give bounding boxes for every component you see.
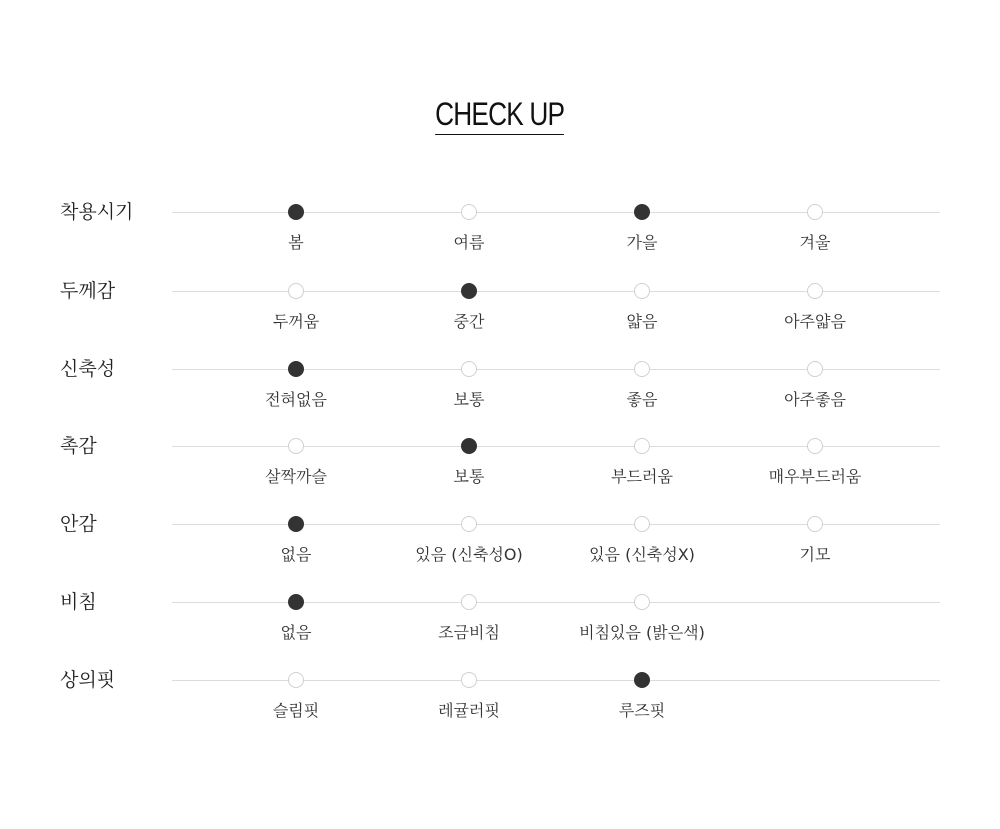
row-label: 착용시기 [60, 201, 134, 223]
selected-dot-icon [288, 361, 304, 377]
row-label: 안감 [60, 513, 97, 535]
option-label: 매우부드러움 [768, 467, 862, 486]
checkup-row [0, 280, 1000, 351]
row-label: 촉감 [60, 435, 97, 457]
option-label: 조금비침 [438, 623, 500, 642]
unselected-dot-icon [288, 672, 304, 688]
selected-dot-icon [634, 204, 650, 220]
option-label: 있음 (신축성O) [415, 545, 523, 564]
unselected-dot-icon [461, 594, 477, 610]
unselected-dot-icon [807, 283, 823, 299]
checkup-row [0, 669, 1000, 740]
unselected-dot-icon [634, 594, 650, 610]
option-label: 겨울 [799, 233, 831, 252]
checkup-row [0, 513, 1000, 584]
unselected-dot-icon [288, 283, 304, 299]
option-label: 아주좋음 [784, 390, 846, 409]
selected-dot-icon [288, 594, 304, 610]
option-label: 전혀없음 [265, 390, 327, 409]
checkup-row [0, 201, 1000, 272]
unselected-dot-icon [634, 283, 650, 299]
option-label: 보통 [453, 390, 485, 409]
option-label: 아주얇음 [784, 312, 846, 331]
option-label: 가을 [626, 233, 658, 252]
unselected-dot-icon [807, 204, 823, 220]
row-label: 비침 [60, 591, 97, 613]
option-label: 중간 [453, 312, 485, 331]
option-label: 없음 [280, 623, 312, 642]
option-label: 두꺼움 [272, 312, 320, 331]
row-label: 두께감 [60, 280, 116, 302]
selected-dot-icon [461, 438, 477, 454]
unselected-dot-icon [461, 204, 477, 220]
option-label: 없음 [280, 545, 312, 564]
option-label: 살짝까슬 [265, 467, 327, 486]
page-title: CHECK UP [435, 96, 564, 135]
unselected-dot-icon [634, 361, 650, 377]
option-label: 레귤러핏 [438, 701, 500, 720]
unselected-dot-icon [807, 516, 823, 532]
option-label: 있음 (신축성X) [589, 545, 695, 564]
option-label: 봄 [288, 233, 304, 252]
option-label: 보통 [453, 467, 485, 486]
unselected-dot-icon [634, 516, 650, 532]
option-label: 비침있음 (밝은색) [579, 623, 705, 642]
option-label: 얇음 [626, 312, 658, 331]
option-label: 좋음 [626, 390, 658, 409]
row-label: 상의핏 [60, 669, 116, 691]
unselected-dot-icon [461, 516, 477, 532]
option-label: 슬림핏 [272, 701, 320, 720]
selected-dot-icon [288, 516, 304, 532]
unselected-dot-icon [807, 361, 823, 377]
selected-dot-icon [288, 204, 304, 220]
selected-dot-icon [461, 283, 477, 299]
checkup-row [0, 435, 1000, 506]
option-label: 기모 [799, 545, 831, 564]
unselected-dot-icon [807, 438, 823, 454]
option-label: 루즈핏 [618, 701, 666, 720]
selected-dot-icon [634, 672, 650, 688]
unselected-dot-icon [634, 438, 650, 454]
unselected-dot-icon [461, 672, 477, 688]
unselected-dot-icon [461, 361, 477, 377]
checkup-row [0, 591, 1000, 662]
unselected-dot-icon [288, 438, 304, 454]
row-label: 신축성 [60, 358, 116, 380]
checkup-row [0, 358, 1000, 429]
option-label: 부드러움 [611, 467, 673, 486]
option-label: 여름 [453, 233, 485, 252]
